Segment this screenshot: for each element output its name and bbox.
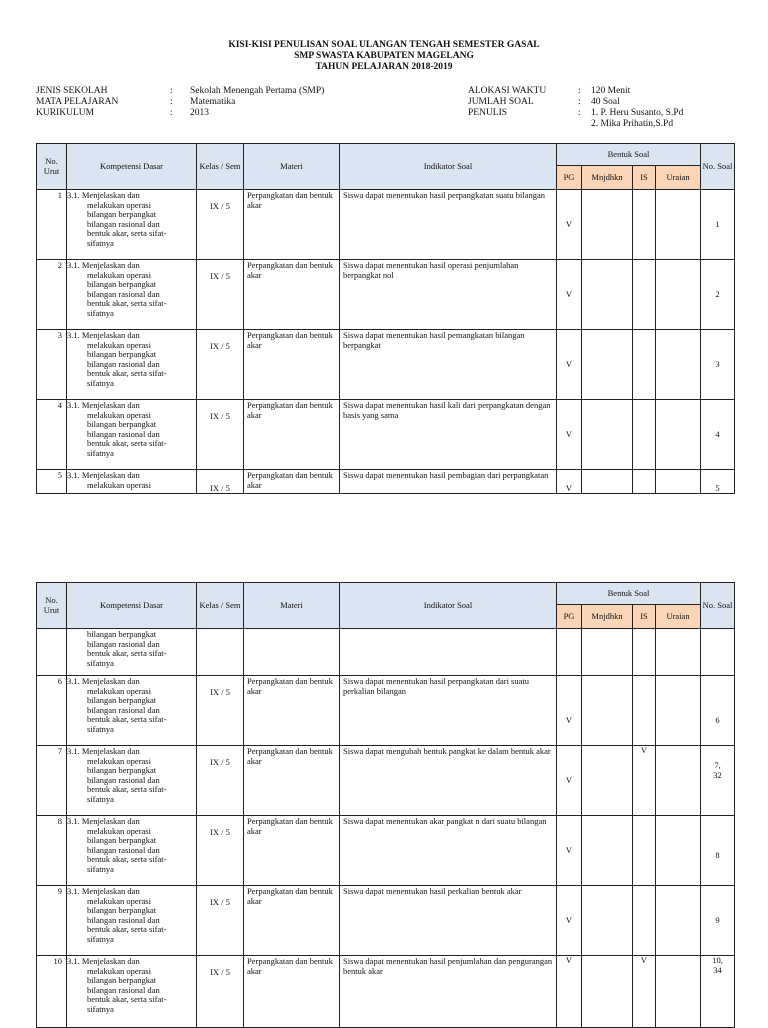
indikator-cell: Siswa dapat menentukan hasil operasi penjumlahan berpangkat nol — [340, 260, 557, 330]
mnjdhkn-cell — [582, 676, 633, 746]
table-row-continuation — [37, 629, 735, 676]
table-row — [37, 746, 735, 816]
materi-cell: Perpangkatan dan bentuk akar — [244, 816, 340, 886]
row-no: 3 — [37, 330, 67, 400]
info-label-alokasi: ALOKASI WAKTU — [468, 86, 547, 96]
table-row — [37, 676, 735, 746]
col-materi: Materi — [244, 583, 340, 629]
info-label-mapel: MATA PELAJARAN — [36, 97, 119, 107]
row-no — [37, 629, 67, 676]
materi-cell: Perpangkatan dan bentuk akar — [244, 956, 340, 1028]
table-row — [37, 400, 735, 470]
kompetensi-cell: 3.1. Menjelaskan dan melakukan operasi bilangan berpangkat bilangan rasional dan bentuk akar, serta sifat- sifatnya — [67, 676, 197, 746]
info-value-alokasi: 120 Menit — [591, 86, 631, 96]
kelas-cell: IX / 5 — [197, 400, 244, 470]
uraian-cell — [656, 190, 701, 260]
col-materi: Materi — [244, 144, 340, 190]
row-no: 2 — [37, 260, 67, 330]
materi-cell: Perpangkatan dan bentuk akar — [244, 260, 340, 330]
mnjdhkn-cell — [582, 816, 633, 886]
kelas-cell: IX / 5 — [197, 956, 244, 1028]
is-cell — [633, 190, 656, 260]
col-is: IS — [633, 605, 656, 629]
materi-cell: Perpangkatan dan bentuk akar — [244, 330, 340, 400]
col-no-urut: No. Urut — [37, 583, 67, 629]
kompetensi-cell: 3.1. Menjelaskan dan melakukan operasi bilangan berpangkat bilangan rasional dan bentuk akar, serta sifat- sifatnya — [67, 886, 197, 956]
table-row — [37, 190, 735, 260]
is-cell — [633, 676, 656, 746]
col-indikator: Indikator Soal — [340, 144, 557, 190]
table-row — [37, 886, 735, 956]
row-no: 9 — [37, 886, 67, 956]
materi-cell: Perpangkatan dan bentuk akar — [244, 190, 340, 260]
table-row — [37, 956, 735, 1028]
mnjdhkn-cell — [582, 746, 633, 816]
table-row — [37, 260, 735, 330]
col-bentuk-soal: Bentuk Soal — [557, 583, 701, 605]
table-row — [37, 330, 735, 400]
pg-check: V — [557, 260, 582, 330]
pg-check: V — [557, 676, 582, 746]
kompetensi-cell: 3.1. Menjelaskan dan melakukan operasi bilangan berpangkat bilangan rasional dan bentuk akar, serta sifat- sifatnya — [67, 746, 197, 816]
materi-cell: Perpangkatan dan bentuk akar — [244, 470, 340, 494]
row-no: 4 — [37, 400, 67, 470]
info-sep: : — [578, 108, 581, 118]
kompetensi-cell: 3.1. Menjelaskan dan melakukan operasi bilangan berpangkat bilangan rasional dan bentuk akar, serta sifat- sifatnya — [67, 956, 197, 1028]
kompetensi-cell: 3.1. Menjelaskan dan melakukan operasi bilangan berpangkat bilangan rasional dan bentuk akar, serta sifat- sifatnya — [67, 190, 197, 260]
mnjdhkn-cell — [582, 400, 633, 470]
info-sep: : — [578, 97, 581, 107]
is-cell — [633, 816, 656, 886]
indikator-cell: Siswa dapat menentukan hasil kali dari perpangkatan dengan basis yang sama — [340, 400, 557, 470]
mnjdhkn-cell — [582, 190, 633, 260]
col-indikator: Indikator Soal — [340, 583, 557, 629]
col-pg: PG — [557, 166, 582, 190]
col-mnjdhkn: Mnjdhkn — [582, 605, 633, 629]
no-soal-cell: 7, 32 — [701, 746, 735, 816]
indikator-cell: Siswa dapat menentukan akar pangkat n dari suatu bilangan — [340, 816, 557, 886]
info-value-mapel: Matematika — [190, 97, 236, 107]
info-sep: : — [170, 97, 173, 107]
mnjdhkn-cell — [582, 470, 633, 494]
mnjdhkn-cell — [582, 330, 633, 400]
row-no: 5 — [37, 470, 67, 494]
info-value-penulis-2: 2. Mika Prihatin,S.Pd — [591, 119, 674, 129]
kelas-cell: IX / 5 — [197, 746, 244, 816]
table-row — [37, 470, 735, 494]
uraian-cell — [656, 676, 701, 746]
col-no-soal: No. Soal — [701, 144, 735, 190]
doc-title-line3: TAHUN PELAJARAN 2018-2019 — [315, 62, 453, 72]
is-cell — [633, 886, 656, 956]
col-pg: PG — [557, 605, 582, 629]
table-row — [37, 816, 735, 886]
pg-check: V — [557, 330, 582, 400]
kompetensi-cell: 3.1. Menjelaskan dan melakukan operasi bilangan berpangkat bilangan rasional dan bentuk akar, serta sifat- sifatnya — [67, 400, 197, 470]
uraian-cell — [656, 330, 701, 400]
info-value-kurikulum: 2013 — [190, 108, 209, 118]
uraian-cell — [656, 470, 701, 494]
pg-check: V — [557, 400, 582, 470]
info-sep: : — [170, 86, 173, 96]
kelas-cell: IX / 5 — [197, 470, 244, 494]
indikator-cell: Siswa dapat menentukan hasil perpangkatan suatu bilangan — [340, 190, 557, 260]
pg-check: V — [557, 190, 582, 260]
info-value-penulis-1: 1. P. Heru Susanto, S.Pd — [591, 108, 684, 118]
col-kelas: Kelas / Sem — [197, 583, 244, 629]
is-cell — [633, 260, 656, 330]
kelas-cell: IX / 5 — [197, 190, 244, 260]
no-soal-cell: 4 — [701, 400, 735, 470]
no-soal-cell: 3 — [701, 330, 735, 400]
no-soal-cell: 8 — [701, 816, 735, 886]
uraian-cell — [656, 956, 701, 1028]
indikator-cell: Siswa dapat mengubah bentuk pangkat ke dalam bentuk akar — [340, 746, 557, 816]
doc-title-line1: KISI-KISI PENULISAN SOAL ULANGAN TENGAH SEMESTER GASAL — [228, 40, 540, 50]
col-bentuk-soal: Bentuk Soal — [557, 144, 701, 166]
mnjdhkn-cell — [582, 260, 633, 330]
col-uraian: Uraian — [656, 605, 701, 629]
no-soal-cell: 5 — [701, 470, 735, 494]
col-is: IS — [633, 166, 656, 190]
pg-check: V — [557, 886, 582, 956]
mnjdhkn-cell — [582, 956, 633, 1028]
indikator-cell: Siswa dapat menentukan hasil pemangkatan bilangan berpangkat — [340, 330, 557, 400]
no-soal-cell: 6 — [701, 676, 735, 746]
info-label-jenis: JENIS SEKOLAH — [36, 86, 108, 96]
kelas-cell: IX / 5 — [197, 816, 244, 886]
mnjdhkn-cell — [582, 886, 633, 956]
pg-check: V — [557, 746, 582, 816]
uraian-cell — [656, 746, 701, 816]
info-value-jenis: Sekolah Menengah Pertama (SMP) — [190, 86, 325, 96]
col-kompetensi: Kompetensi Dasar — [67, 144, 197, 190]
is-cell — [633, 330, 656, 400]
kisi-table-2 — [36, 582, 735, 1028]
info-sep: : — [170, 108, 173, 118]
info-label-penulis: PENULIS — [468, 108, 508, 118]
kompetensi-cell: 3.1. Menjelaskan dan melakukan operasi bilangan berpangkat bilangan rasional dan bentuk akar, serta sifat- sifatnya — [67, 260, 197, 330]
materi-cell: Perpangkatan dan bentuk akar — [244, 400, 340, 470]
is-check: V — [633, 956, 656, 1028]
kisi-table-1 — [36, 143, 735, 494]
uraian-cell — [656, 886, 701, 956]
is-cell — [633, 400, 656, 470]
col-mnjdhkn: Mnjdhkn — [582, 166, 633, 190]
kompetensi-cell: 3.1. Menjelaskan dan melakukan operasi bilangan berpangkat bilangan rasional dan bentuk akar, serta sifat- sifatnya — [67, 330, 197, 400]
row-no: 1 — [37, 190, 67, 260]
row-no: 6 — [37, 676, 67, 746]
no-soal-cell: 1 — [701, 190, 735, 260]
info-value-jumlah: 40 Soal — [591, 97, 620, 107]
kompetensi-cell: 3.1. Menjelaskan dan melakukan operasi — [67, 470, 197, 494]
doc-title-line2: SMP SWASTA KABUPATEN MAGELANG — [294, 51, 474, 61]
pg-check: V — [557, 470, 582, 494]
no-soal-cell: 9 — [701, 886, 735, 956]
kelas-cell: IX / 5 — [197, 330, 244, 400]
col-kompetensi: Kompetensi Dasar — [67, 583, 197, 629]
pg-check: V — [557, 956, 582, 1028]
no-soal-cell: 10, 34 — [701, 956, 735, 1028]
info-label-kurikulum: KURIKULUM — [36, 108, 95, 118]
indikator-cell: Siswa dapat menentukan hasil penjumlahan dan pengurangan bentuk akar — [340, 956, 557, 1028]
uraian-cell — [656, 400, 701, 470]
is-cell — [633, 470, 656, 494]
materi-cell: Perpangkatan dan bentuk akar — [244, 886, 340, 956]
kompetensi-cell: bilangan berpangkat bilangan rasional dan bentuk akar, serta sifat- sifatnya — [67, 629, 197, 676]
col-no-soal: No. Soal — [701, 583, 735, 629]
row-no: 8 — [37, 816, 67, 886]
col-no-urut: No. Urut — [37, 144, 67, 190]
no-soal-cell: 2 — [701, 260, 735, 330]
row-no: 7 — [37, 746, 67, 816]
info-sep: : — [578, 86, 581, 96]
kelas-cell: IX / 5 — [197, 886, 244, 956]
indikator-cell: Siswa dapat menentukan hasil pembagian dari perpangkatan — [340, 470, 557, 494]
col-uraian: Uraian — [656, 166, 701, 190]
kelas-cell: IX / 5 — [197, 260, 244, 330]
pg-check: V — [557, 816, 582, 886]
row-no: 10 — [37, 956, 67, 1028]
indikator-cell: Siswa dapat menentukan hasil perpangkatan dari suatu perkalian bilangan — [340, 676, 557, 746]
materi-cell: Perpangkatan dan bentuk akar — [244, 746, 340, 816]
indikator-cell: Siswa dapat menentukan hasil perkalian bentuk akar — [340, 886, 557, 956]
kelas-cell: IX / 5 — [197, 676, 244, 746]
uraian-cell — [656, 816, 701, 886]
col-kelas: Kelas / Sem — [197, 144, 244, 190]
materi-cell: Perpangkatan dan bentuk akar — [244, 676, 340, 746]
kompetensi-cell: 3.1. Menjelaskan dan melakukan operasi bilangan berpangkat bilangan rasional dan bentuk akar, serta sifat- sifatnya — [67, 816, 197, 886]
uraian-cell — [656, 260, 701, 330]
info-label-jumlah: JUMLAH SOAL — [468, 97, 534, 107]
is-check: V — [633, 746, 656, 816]
